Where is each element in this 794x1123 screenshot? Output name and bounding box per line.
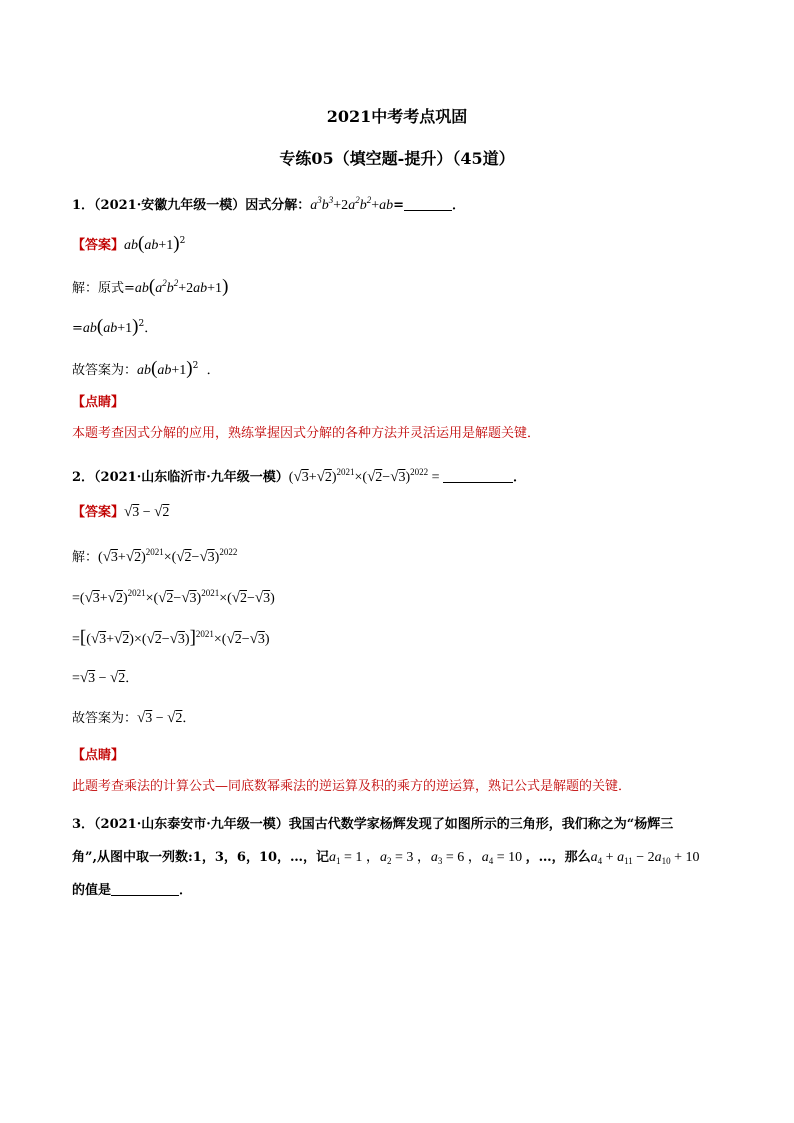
page-subtitle: 专练05（填空题-提升）（45道） xyxy=(279,149,515,168)
page-title: 2021中考考点巩固 xyxy=(326,107,468,126)
solution-line: 解：$(√3+√2)^{2021}\times(√2-√3)^{2022}$ xyxy=(72,547,238,565)
math-expression: $a_1 = 1$ ，$a_2 = 3$ ，$a_3 = 6$ ，$a_4 = 10$ xyxy=(329,850,526,866)
answer-tag: 【答案】 xyxy=(72,505,125,520)
question-number: 3． xyxy=(72,817,95,832)
comment-tag: 【点睛】 xyxy=(72,395,125,410)
solution-line: =√3 − √2． xyxy=(72,670,139,686)
question-text: 因式分解： xyxy=(245,198,311,213)
question-3-stem: 的值是 ． xyxy=(72,883,193,898)
solution-line: 解：原式$=ab(a^2b^2+2ab+1)$ xyxy=(72,276,229,297)
answer-line xyxy=(72,502,169,523)
answer-blank xyxy=(443,482,513,483)
solution-line: $=ab(ab+1)^2$． xyxy=(72,316,158,337)
question-2-stem: 2．（2021·山东临沂市·九年级一模）$(√3+√2)^{2021}\times(√2-√3)^{2022}$ = ． xyxy=(72,467,527,485)
answer-line: 【答案】$ab(ab+1)^2$ xyxy=(72,233,186,254)
comment-text: 本题考查因式分解的应用，熟练掌握因式分解的各种方法并灵活运用是解题关键． xyxy=(72,426,541,441)
question-1-stem: 1．（2021·安徽九年级一模）因式分解：$a^3b^3+2a^2b^2+ab=$ ． xyxy=(72,195,466,213)
question-text: 我国古代数学家杨辉发现了如图所示的三角形，我们称之为“杨辉三 xyxy=(288,817,674,832)
question-source: （2021·安徽九年级一模） xyxy=(94,198,246,213)
comment-tag: 【点睛】 xyxy=(72,748,125,763)
math-expression: $a_4 + a_{11} - 2a_{10} + 10$ xyxy=(590,850,700,866)
answer-tag: 【答案】 xyxy=(72,238,125,253)
question-number: 1． xyxy=(72,198,95,213)
final-answer-line: 故答案为：$ab(ab+1)^2$ ． xyxy=(72,358,220,379)
question-3-stem xyxy=(72,815,673,835)
solution-line: $=[(√3+√2)\times(√2-√3)]^{2021}\times(√2-√3)$ xyxy=(72,627,270,648)
question-source: （2021·山东泰安市·九年级一模） xyxy=(94,817,289,832)
answer-blank xyxy=(404,210,452,211)
question-number: 2． xyxy=(72,470,95,485)
solution-line: $=(√3+√2)^{2021}\times(√2-√3)^{2021}\times(√2-√3)$ xyxy=(72,588,275,606)
question-source: （2021·山东临沂市·九年级一模） xyxy=(94,470,289,485)
math-answer: √3 − √2 xyxy=(124,504,170,520)
comment-text: 此题考查乘法的计算公式—同底数幂乘法的逆运算及积的乘方的逆运算，熟记公式是解题的关键． xyxy=(72,779,632,794)
math-expression: $(√3+√2)^{2021}\times(√2-√3)^{2022}$ = xyxy=(288,467,444,485)
answer-blank xyxy=(111,895,179,896)
math-answer: ab xyxy=(124,238,139,253)
math-expression: $a^3b^3$ xyxy=(310,195,334,213)
final-answer-line: 故答案为：√3 − √2． xyxy=(72,710,196,726)
question-3-stem: 角”,从图中取一列数:1，3，6，10，…，记$a_1 = 1$ ，$a_2 = 3$ ，$a_3 = 6$ ，$a_4 = 10$ ，…，那么$a_4 + a_{11} - 2a_{10} + 10$ xyxy=(72,850,700,866)
